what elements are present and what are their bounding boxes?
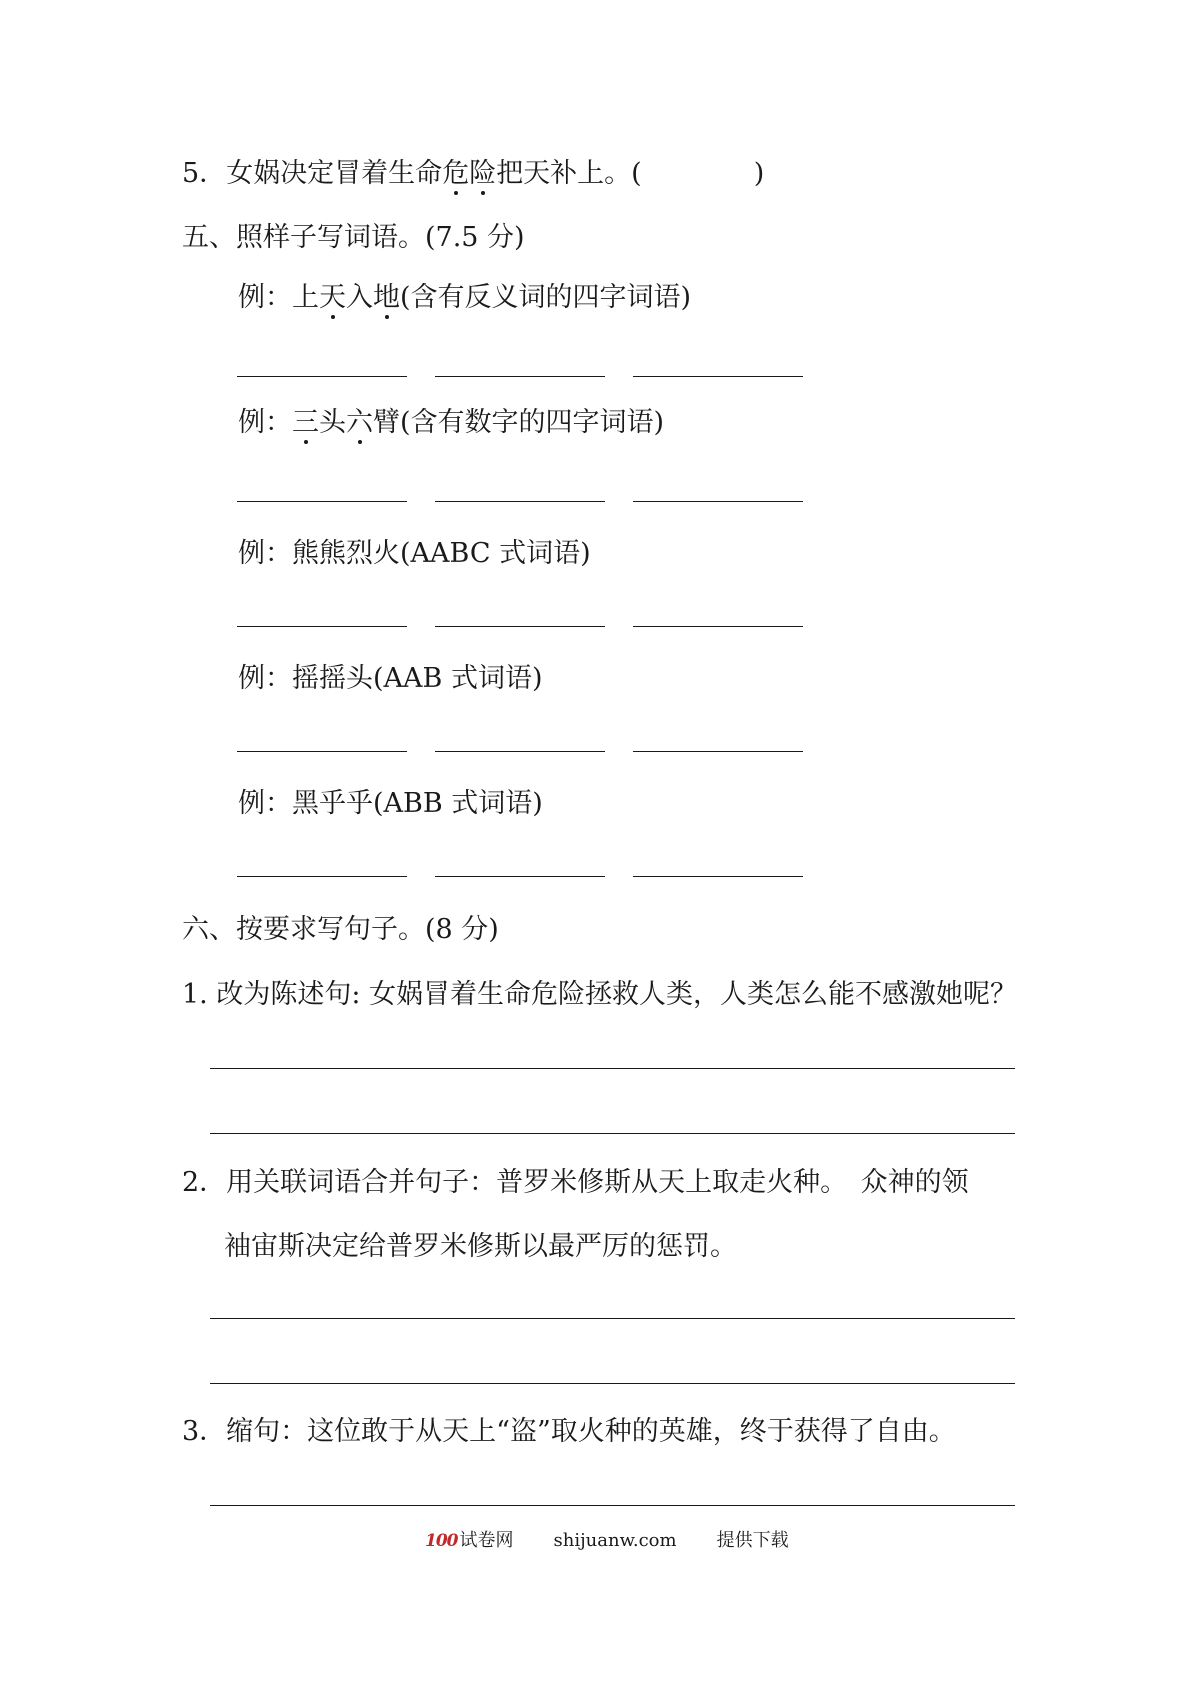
question-5	[182, 154, 764, 194]
section-5-title: 五、照样子写词语。(7.5 分)	[182, 222, 525, 253]
example-2	[238, 403, 664, 443]
answer-blank[interactable]	[237, 501, 407, 502]
answer-blank[interactable]	[633, 876, 803, 877]
example-dotted-char: 天	[319, 282, 346, 313]
example-text: 头	[319, 407, 346, 438]
answer-line[interactable]	[210, 1068, 1015, 1069]
example-text: 例：	[238, 407, 292, 438]
answer-line[interactable]	[210, 1505, 1015, 1506]
site-logo-mark: 100	[425, 1531, 458, 1551]
example-text: 例：上	[238, 282, 319, 313]
example-dotted-char: 六	[346, 407, 373, 438]
answer-blank[interactable]	[237, 876, 407, 877]
site-logo-text: 试卷网	[459, 1530, 514, 1551]
section-6-title: 六、按要求写句子。(8 分)	[182, 914, 499, 945]
download-text: 提供下载	[716, 1530, 789, 1551]
answer-blanks-5	[237, 876, 807, 878]
q5-close-paren: )	[753, 158, 765, 189]
footer	[425, 1528, 789, 1554]
question-6-3: 3．缩句：这位敢于从天上“盗”取火种的英雄，终于获得了自由。	[182, 1416, 956, 1447]
q5-dotted-char: 险	[469, 158, 497, 189]
example-1	[238, 278, 691, 318]
question-6-1: 1. 改为陈述句: 女娲冒着生命危险拯救人类，人类怎么能不感激她呢？	[182, 979, 1018, 1010]
answer-blank[interactable]	[435, 876, 605, 877]
answer-blanks-1	[237, 376, 807, 378]
example-4: 例：摇摇头(AAB 式词语)	[238, 663, 543, 694]
answer-blank[interactable]	[237, 751, 407, 752]
example-dotted-char: 三	[292, 407, 319, 438]
answer-blank[interactable]	[633, 501, 803, 502]
example-3: 例：熊熊烈火(AABC 式词语)	[238, 538, 591, 569]
answer-blank[interactable]	[435, 501, 605, 502]
example-text: 臂(含有数字的四字词语)	[373, 407, 665, 438]
answer-line[interactable]	[210, 1318, 1015, 1319]
answer-blanks-2	[237, 501, 807, 503]
q5-dotted-char: 危	[442, 158, 470, 189]
example-dotted-char: 地	[373, 282, 400, 313]
answer-blank[interactable]	[633, 376, 803, 377]
answer-blank[interactable]	[435, 626, 605, 627]
q5-text-prefix: 5．女娲决定冒着生命	[182, 158, 443, 189]
example-text: 入	[346, 282, 373, 313]
q5-text-suffix: 把天补上。(	[496, 158, 642, 189]
answer-blank[interactable]	[435, 376, 605, 377]
answer-blank[interactable]	[633, 626, 803, 627]
answer-blanks-4	[237, 751, 807, 753]
answer-line[interactable]	[210, 1133, 1015, 1134]
answer-blank[interactable]	[237, 376, 407, 377]
answer-blank[interactable]	[633, 751, 803, 752]
question-6-2-line2: 袖宙斯决定给普罗米修斯以最严厉的惩罚。	[224, 1231, 737, 1262]
answer-line[interactable]	[210, 1383, 1015, 1384]
answer-blanks-3	[237, 626, 807, 628]
site-url[interactable]: shijuanw.com	[553, 1530, 677, 1551]
example-text: (含有反义词的四字词语)	[400, 282, 692, 313]
answer-blank[interactable]	[237, 626, 407, 627]
example-5: 例：黑乎乎(ABB 式词语)	[238, 788, 543, 819]
answer-blank[interactable]	[435, 751, 605, 752]
question-6-2-line1: 2．用关联词语合并句子：普罗米修斯从天上取走火种。 众神的领	[182, 1167, 969, 1198]
